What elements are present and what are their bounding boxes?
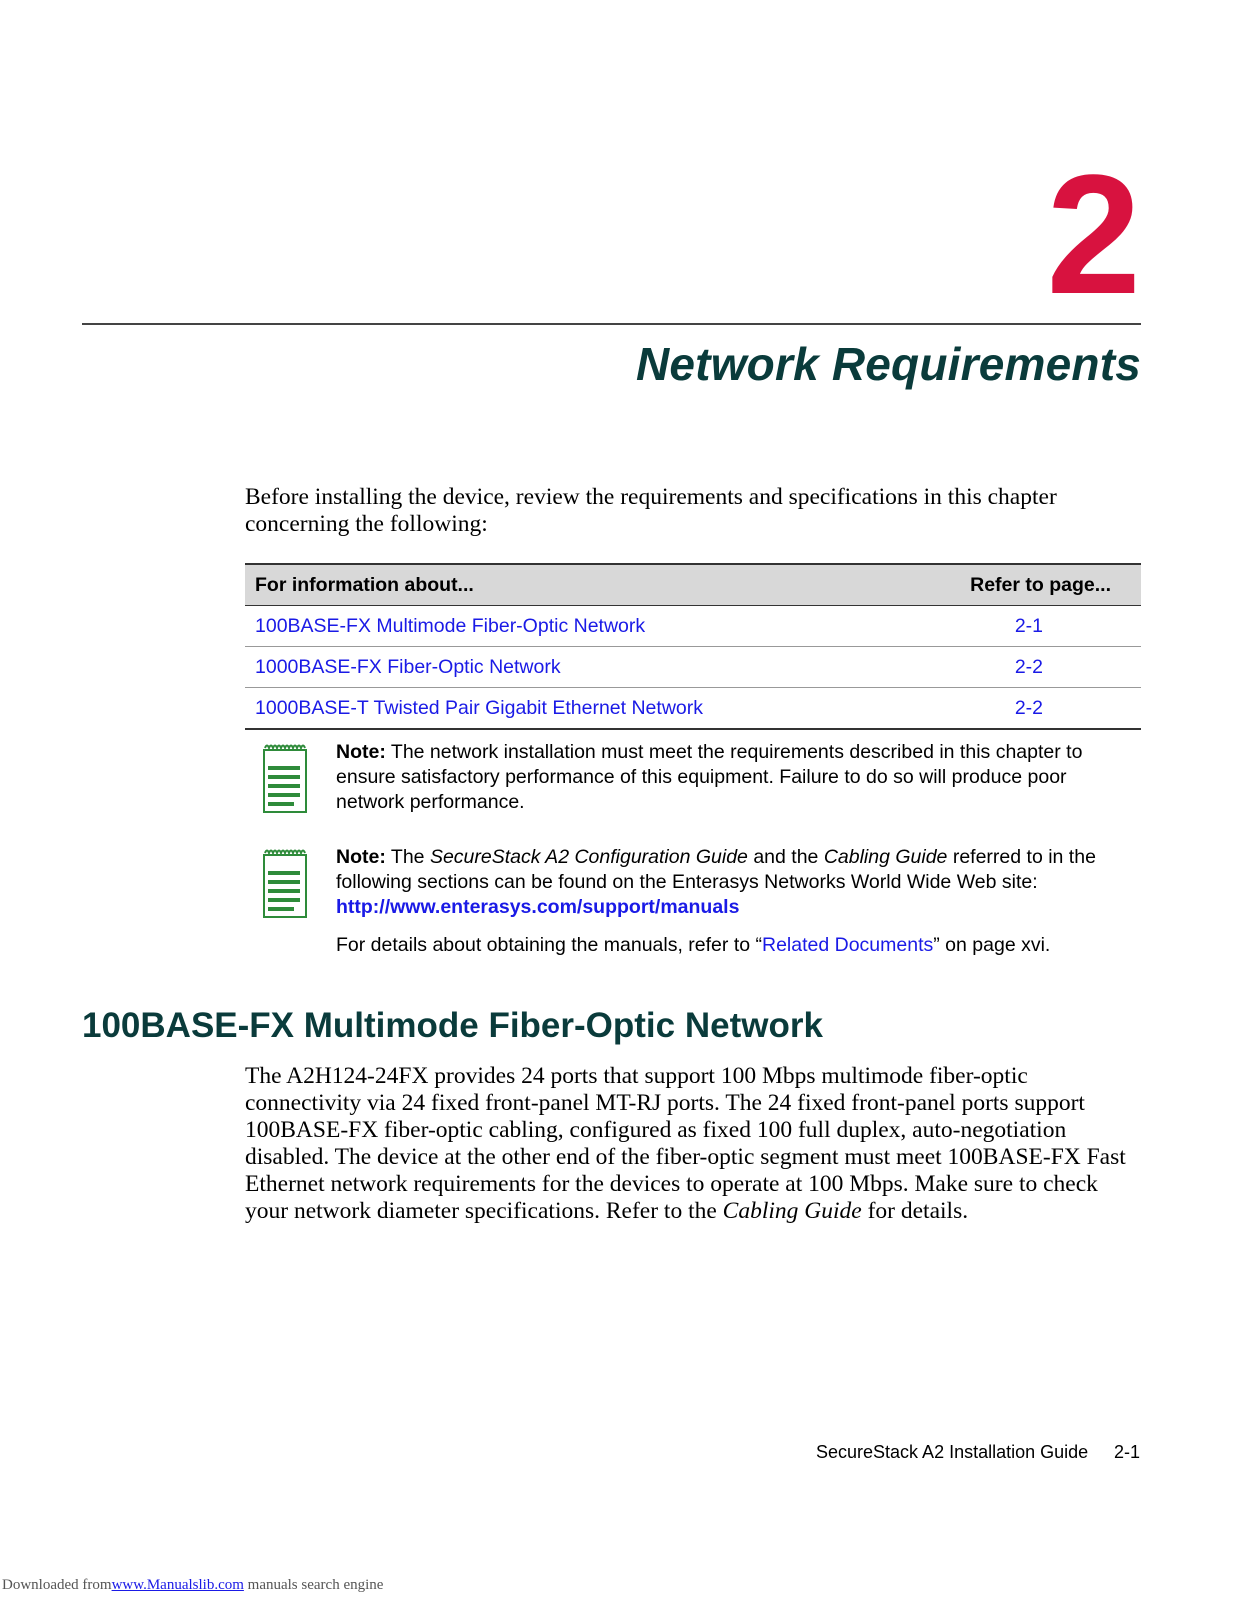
cabling-guide-reference: Cabling Guide <box>722 1198 862 1224</box>
page-link[interactable]: 2-2 <box>891 688 1141 730</box>
chapter-title: Network Requirements <box>635 338 1141 390</box>
manuals-url-link[interactable]: http://www.enterasys.com/support/manuals <box>336 896 740 918</box>
note-label: Note: <box>336 846 386 868</box>
note-text-post: referred to in the following sections can be found on the Enterasys Networks World Wide Web site: <box>336 846 1096 893</box>
topic-link[interactable]: 1000BASE-FX Fiber-Optic Network <box>245 647 891 688</box>
topic-link[interactable]: 100BASE-FX Multimode Fiber-Optic Network <box>245 606 891 647</box>
details-text-pre: For details about obtaining the manuals, refer to “ <box>336 934 762 956</box>
download-text-post: manuals search engine <box>247 1577 384 1593</box>
note-1 <box>336 740 1136 815</box>
note-text-mid: and the <box>753 846 819 868</box>
intro-paragraph: Before installing the device, review the requirements and specifications in this chapter concerning the following: <box>245 484 1057 537</box>
table-row <box>245 606 1141 647</box>
note-text: The network installation must meet the requirements described in this chapter to ensure satisfactory performance of this equipment. Failure to do so will produce poor network performance. <box>336 741 1083 813</box>
cabling-guide-title: Cabling Guide <box>823 846 948 868</box>
note-text-pre: The <box>390 846 425 868</box>
table-header-topic: For information about... <box>245 564 891 606</box>
chapter-number: 2 <box>1046 140 1141 330</box>
topics-table <box>245 563 1141 730</box>
download-text-pre: Downloaded from <box>2 1577 112 1593</box>
table-header-page: Refer to page... <box>891 564 1141 606</box>
body-text-post: for details. <box>867 1198 969 1224</box>
page-link[interactable]: 2-1 <box>891 606 1141 647</box>
download-notice <box>2 1577 383 1594</box>
chapter-divider <box>82 323 1141 325</box>
section-heading: 100BASE-FX Multimode Fiber-Optic Network <box>82 1006 823 1045</box>
table-header-row <box>245 564 1141 606</box>
config-guide-title: SecureStack A2 Configuration Guide <box>429 846 748 868</box>
topic-link[interactable]: 1000BASE-T Twisted Pair Gigabit Ethernet Network <box>245 688 891 730</box>
footer-guide-title: SecureStack A2 Installation Guide <box>816 1442 1089 1462</box>
note-label: Note: <box>336 741 386 763</box>
footer-page-number: 2-1 <box>1114 1442 1141 1462</box>
section-body-paragraph <box>245 1063 1145 1225</box>
details-text-post: ” on page xvi. <box>933 934 1051 956</box>
notepad-icon <box>262 742 310 814</box>
note-2 <box>336 845 1136 920</box>
related-documents-link[interactable]: Related Documents <box>762 934 934 956</box>
note-2-details <box>336 933 1136 958</box>
table-row <box>245 688 1141 730</box>
manualslib-link[interactable]: www.Manualslib.com <box>111 1577 244 1593</box>
table-row <box>245 647 1141 688</box>
page-link[interactable]: 2-2 <box>891 647 1141 688</box>
body-text-pre: The A2H124-24FX provides 24 ports that support 100 Mbps multimode fiber-optic connectivity via 24 fixed front-panel MT-RJ ports. The 24 fixed front-panel ports support 100BASE-FX fiber-optic cabling, configured as fixed 100 full duplex, auto-negotiation disabled. The device at the other end of the fiber-optic segment must meet 100BASE-FX Fast Ethernet network requirements for the devices to operate at 100 Mbps. Make sure to check your network diameter specifications. Refer to the <box>245 1063 1126 1224</box>
notepad-icon <box>262 847 310 919</box>
